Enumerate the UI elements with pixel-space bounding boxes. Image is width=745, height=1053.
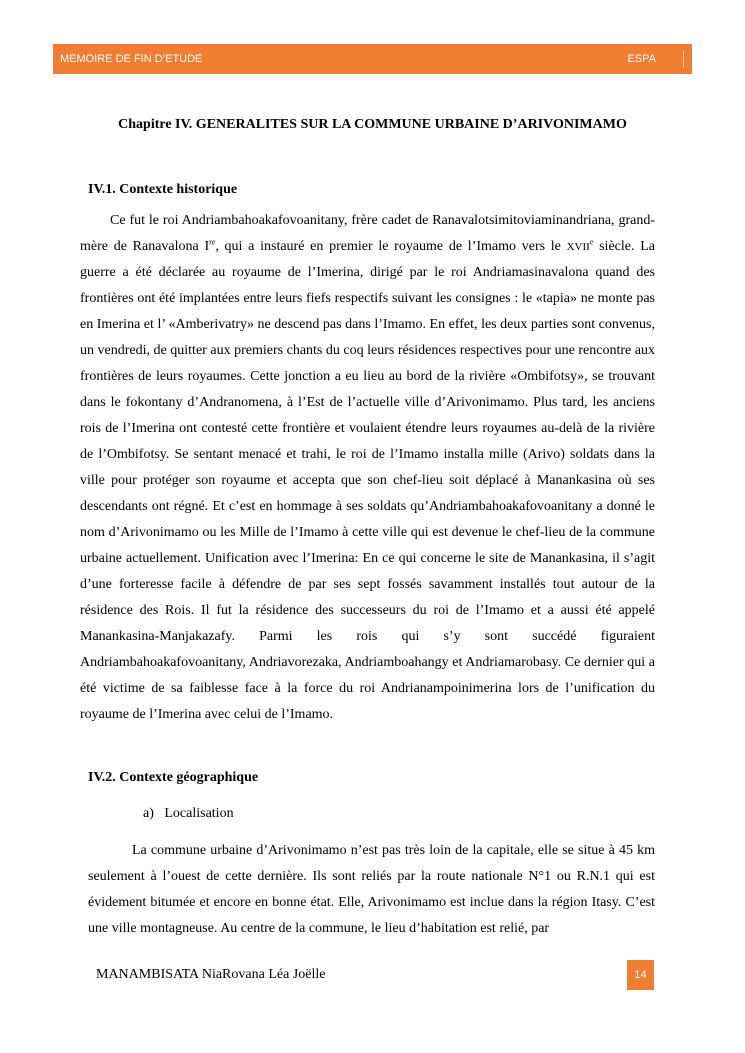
- page-number: 14: [627, 960, 654, 990]
- historical-text-a: Ce fut le roi Andriambahoakafovoanitany, frère cadet de Ranavalotsimitoviaminandriana, grand-mère de Ranavalona I: [80, 213, 655, 254]
- header-divider: [683, 51, 684, 67]
- header-title: MEMOIRE DE FIN D’ETUDE: [60, 53, 203, 65]
- header-school: ESPA: [627, 53, 656, 65]
- historical-text-b: , qui a instauré en premier le royaume de l’Imamo vers le: [215, 239, 567, 254]
- superscript-re: re: [209, 237, 216, 247]
- chapter-title: Chapitre IV. GENERALITES SUR LA COMMUNE URBAINE D’ARIVONIMAMO: [118, 117, 627, 132]
- section-heading-historical: IV.1. Contexte historique: [88, 182, 238, 197]
- superscript-e: e: [589, 237, 594, 247]
- footer-author: MANAMBISATA NiaRovana Léa Joëlle: [96, 967, 326, 982]
- section-heading-geographic: IV.2. Contexte géographique: [88, 770, 259, 785]
- geographic-paragraph: La commune urbaine d’Arivonimamo n’est pas très loin de la capitale, elle se situe à 45 km seulement à l’ouest de cette dernière. Ils sont reliés par la route nationale N°1 ou R.N.1 qui est évidement bitumée et encore en bonne état. Elle, Arivonimamo est inclue dans la région Itasy. C’est une ville montagneuse. Au centre de la commune, le lieu d’habitation est relié, par: [88, 843, 655, 936]
- historical-text-c: siècle. La guerre a été déclarée au royaume de l’Imerina, dirigé par le roi Andriamasinavalona quand des frontières ont été implantées entre leurs fiefs respectifs suivant les consignes : le «tapia» ne monte pas en Imerina et l’ «Amberivatry» ne descend pas dans l’Imamo. En effet, les deux parties sont convenus, un vendredi, de quitter aux premiers chants du coq leurs résidences respectives pour une rencontre aux frontières de leurs royaumes. Cette jonction a eu lieu au bord de la rivière «Ombifotsy», se trouvant dans le fokontany d’Andranomena, à l’Est de l’actuelle ville d’Arivonimamo. Plus tard, les anciens rois de l’Imerina ont contesté cette frontière et voulaient étendre leurs royaumes au-delà de la rivière de l’Ombifotsy. Se sentant menacé et trahi, le roi de l’Imamo installa mille (Arivo) soldats dans la ville pour protéger son royaume et accepta que son chef-lieu soit déplacé à Manankasina où ses descendants ont régné. Et c’est en hommage à ses soldats qu’Andriambahoakafovoanitany a donné le nom d’Arivonimamo ou les Mille de l’Imamo à cette ville qui est devenue le chef-lieu de la commune urbaine actuellement. Unification avec l’Imerina: En ce qui concerne le site de Manankasina, il s’agit d’une forteresse facile à défendre de par ses sept fossés savamment installés tout autour de la résidence des Rois. Il fut la résidence des successeurs du roi de l’Imamo et a aussi été appelé Manankasina-Manjakazafy. Parmi les rois qui s’y sont succédé figuraient Andriambahoakafovoanitany, Andriavorezaka, Andriamboahangy et Andriamarobasy. Ce dernier qui a été victime de sa faiblesse face à la force du roi Andrianampoinimerina lors de l’unification du royaume de l’Imerina avec celui de l’Imamo.: [80, 239, 655, 722]
- subheading-localisation: a) Localisation: [143, 806, 234, 821]
- century-numeral: XVII: [566, 241, 590, 253]
- page-header: [53, 44, 692, 74]
- historical-paragraph: [80, 208, 655, 728]
